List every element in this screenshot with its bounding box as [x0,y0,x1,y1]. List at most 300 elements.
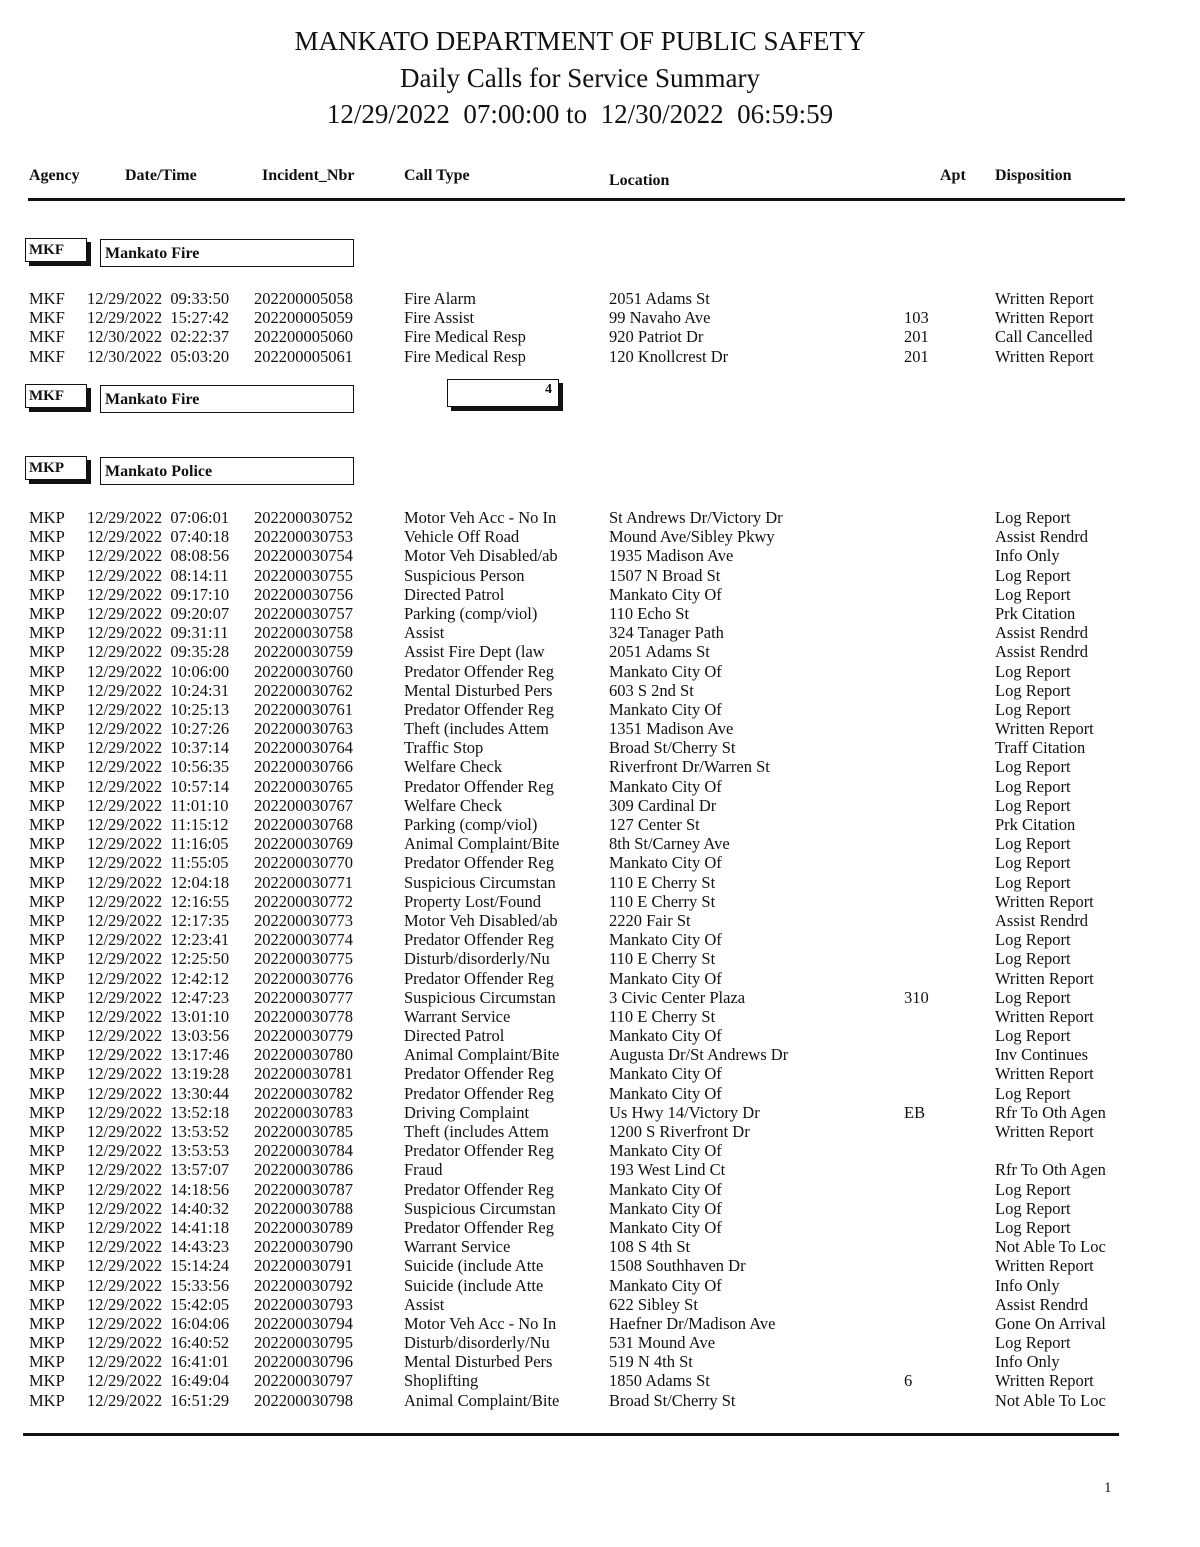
location-cell: Riverfront Dr/Warren St [609,757,770,777]
calltype-cell: Suspicious Circumstan [404,872,556,892]
agency-cell: MKP [29,1198,65,1218]
datetime-cell: 12/29/2022 12:17:35 [87,910,230,930]
datetime-cell: 12/29/2022 12:47:23 [87,987,230,1007]
location-cell: Mankato City Of [609,661,722,681]
incident-cell: 202200005061 [254,346,353,366]
datetime-cell: 12/29/2022 09:35:28 [87,642,230,662]
table-row [0,1333,1160,1352]
disposition-cell: Written Report [995,1256,1094,1276]
agency-cell: MKP [29,968,65,988]
datetime-cell: 12/29/2022 16:49:04 [87,1371,230,1391]
incident-cell: 202200030779 [254,1026,353,1046]
table-row [0,1218,1160,1237]
incident-cell: 202200030777 [254,987,353,1007]
datetime-cell: 12/29/2022 16:51:29 [87,1390,230,1410]
fire-rows [0,289,1160,366]
location-cell: 193 West Lind Ct [609,1160,726,1180]
table-row [0,815,1160,834]
agency-cell: MKP [29,1179,65,1199]
disposition-cell: Log Report [995,795,1071,815]
calltype-cell: Predator Offender Reg [404,1217,554,1237]
disposition-cell: Log Report [995,776,1071,796]
police-rows [0,508,1160,1410]
table-row [0,1122,1160,1141]
datetime-cell: 12/29/2022 15:27:42 [87,308,230,328]
incident-cell: 202200030778 [254,1006,353,1026]
agency-cell: MKP [29,527,65,547]
disposition-cell: Log Report [995,757,1071,777]
incident-cell: 202200030756 [254,584,353,604]
calltype-cell: Suicide (include Atte [404,1256,544,1276]
agency-cell: MKP [29,1371,65,1391]
table-row [0,777,1160,796]
incident-cell: 202200030784 [254,1141,353,1161]
datetime-cell: 12/29/2022 14:41:18 [87,1217,230,1237]
datetime-cell: 12/29/2022 13:30:44 [87,1083,230,1103]
incident-cell: 202200030766 [254,757,353,777]
incident-cell: 202200005058 [254,289,353,308]
incident-cell: 202200005059 [254,308,353,328]
col-incident: Incident_Nbr [262,167,355,184]
incident-cell: 202200030780 [254,1045,353,1065]
disposition-cell: Log Report [995,1333,1071,1353]
disposition-cell: Written Report [995,289,1094,308]
table-row [0,681,1160,700]
disposition-cell: Assist Rendrd [995,527,1089,547]
disposition-cell: Not Able To Loc [995,1237,1106,1257]
table-row [0,289,1160,308]
datetime-cell: 12/29/2022 09:17:10 [87,584,230,604]
table-row [0,1180,1160,1199]
calltype-cell: Mental Disturbed Pers [404,680,553,700]
table-row [0,546,1160,565]
col-calltype: Call Type [404,167,470,184]
calltype-cell: Predator Offender Reg [404,1141,554,1161]
table-row [0,604,1160,623]
table-row [0,662,1160,681]
incident-cell: 202200030769 [254,834,353,854]
apt-cell: 310 [904,987,929,1007]
agency-cell: MKP [29,699,65,719]
calltype-cell: Animal Complaint/Bite [404,834,560,854]
page-number: 1 [1104,1480,1112,1496]
location-cell: Mound Ave/Sibley Pkwy [609,527,775,547]
datetime-cell: 12/29/2022 16:04:06 [87,1313,230,1333]
datetime-cell: 12/29/2022 08:14:11 [87,565,229,585]
datetime-cell: 12/29/2022 09:31:11 [87,623,229,643]
apt-cell: 6 [904,1371,913,1391]
table-row [0,347,1160,366]
datetime-cell: 12/29/2022 13:03:56 [87,1026,230,1046]
calltype-cell: Vehicle Off Road [404,527,520,547]
agency-cell: MKP [29,757,65,777]
datetime-cell: 12/29/2022 14:43:23 [87,1237,230,1257]
datetime-cell: 12/29/2022 11:01:10 [87,795,229,815]
calltype-cell: Theft (includes Attem [404,719,549,739]
location-cell: 2051 Adams St [609,642,710,662]
calltype-cell: Predator Offender Reg [404,699,554,719]
calltype-cell: Predator Offender Reg [404,776,554,796]
table-row [0,1141,1160,1160]
datetime-cell: 12/29/2022 07:06:01 [87,508,230,527]
incident-cell: 202200030789 [254,1217,353,1237]
datetime-cell: 12/29/2022 15:42:05 [87,1294,230,1314]
calltype-cell: Motor Veh Acc - No In [404,508,557,527]
apt-cell: 103 [904,308,929,328]
apt-cell: EB [904,1102,926,1122]
table-row [0,1314,1160,1333]
calltype-cell: Predator Offender Reg [404,1179,554,1199]
datetime-cell: 12/29/2022 12:25:50 [87,949,230,969]
table-row [0,308,1160,327]
disposition-cell: Info Only [995,1275,1060,1295]
calltype-cell: Predator Offender Reg [404,968,554,988]
agency-cell: MKP [29,603,65,623]
calltype-cell: Predator Offender Reg [404,1083,554,1103]
datetime-cell: 12/29/2022 13:52:18 [87,1102,230,1122]
calltype-cell: Mental Disturbed Pers [404,1352,553,1372]
location-cell: 108 S 4th St [609,1237,691,1257]
incident-cell: 202200030775 [254,949,353,969]
location-cell: 920 Patriot Dr [609,327,704,347]
datetime-cell: 12/29/2022 11:55:05 [87,853,229,873]
datetime-cell: 12/30/2022 02:22:37 [87,327,230,347]
col-agency: Agency [29,167,80,184]
apt-cell: 201 [904,327,929,347]
incident-cell: 202200030757 [254,603,353,623]
location-cell: 1200 S Riverfront Dr [609,1122,750,1141]
location-cell: 110 E Cherry St [609,872,716,892]
location-cell: Mankato City Of [609,776,722,796]
incident-cell: 202200030795 [254,1333,353,1353]
disposition-cell: Log Report [995,834,1071,854]
calltype-cell: Predator Offender Reg [404,853,554,873]
location-cell: Mankato City Of [609,1179,722,1199]
calltype-cell: Assist [404,1294,445,1314]
report-date-range: 12/29/2022 07:00:00 to 12/30/2022 06:59:59 [326,99,834,129]
incident-cell: 202200030758 [254,623,353,643]
agency-cell: MKP [29,680,65,700]
agency-cell: MKP [29,853,65,873]
calltype-cell: Warrant Service [404,1237,511,1257]
disposition-cell: Written Report [995,719,1094,739]
agency-code-box: MKF [25,384,87,408]
incident-cell: 202200030773 [254,910,353,930]
table-row [0,700,1160,719]
incident-cell: 202200030793 [254,1294,353,1314]
agency-cell: MKP [29,891,65,911]
incident-cell: 202200030764 [254,738,353,758]
incident-cell: 202200030790 [254,1237,353,1257]
datetime-cell: 12/29/2022 13:01:10 [87,1006,230,1026]
agency-code-box: MKP [25,456,87,480]
agency-cell: MKP [29,795,65,815]
table-row [0,585,1160,604]
location-cell: St Andrews Dr/Victory Dr [609,508,783,527]
location-cell: Mankato City Of [609,930,722,950]
table-row [0,949,1160,968]
disposition-cell: Not Able To Loc [995,1390,1106,1410]
location-cell: Mankato City Of [609,1275,722,1295]
apt-cell: 201 [904,346,929,366]
table-row [0,1276,1160,1295]
datetime-cell: 12/29/2022 10:24:31 [87,680,230,700]
agency-cell: MKP [29,623,65,643]
location-cell: 531 Mound Ave [609,1333,716,1353]
calltype-cell: Motor Veh Disabled/ab [404,546,558,566]
datetime-cell: 12/29/2022 09:33:50 [87,289,230,308]
incident-cell: 202200030797 [254,1371,353,1391]
incident-cell: 202200030798 [254,1390,353,1410]
calltype-cell: Disturb/disorderly/Nu [404,1333,550,1353]
datetime-cell: 12/29/2022 13:57:07 [87,1160,230,1180]
disposition-cell: Log Report [995,661,1071,681]
datetime-cell: 12/29/2022 09:20:07 [87,603,230,623]
agency-code-box: MKF [25,238,87,262]
table-row [0,1352,1160,1371]
calltype-cell: Property Lost/Found [404,891,542,911]
location-cell: Mankato City Of [609,1026,722,1046]
datetime-cell: 12/29/2022 10:57:14 [87,776,230,796]
location-cell: 324 Tanager Path [609,623,724,643]
calltype-cell: Fire Medical Resp [404,346,526,366]
incident-cell: 202200030760 [254,661,353,681]
table-row [0,642,1160,661]
table-row [0,1045,1160,1064]
header-rule [28,198,1125,201]
agency-cell: MKP [29,1083,65,1103]
calltype-cell: Warrant Service [404,1006,511,1026]
incident-cell: 202200030788 [254,1198,353,1218]
disposition-cell: Written Report [995,1371,1094,1391]
report-org-title: MANKATO DEPARTMENT OF PUBLIC SAFETY [294,26,866,56]
agency-cell: MKP [29,642,65,662]
datetime-cell: 12/29/2022 15:14:24 [87,1256,230,1276]
agency-cell: MKP [29,910,65,930]
footer-rule [23,1433,1119,1436]
datetime-cell: 12/29/2022 11:16:05 [87,834,229,854]
datetime-cell: 12/29/2022 12:04:18 [87,872,230,892]
agency-cell: MKP [29,987,65,1007]
agency-name-box: Mankato Fire [100,239,354,267]
table-row [0,623,1160,642]
agency-cell: MKP [29,834,65,854]
calltype-cell: Fraud [404,1160,443,1180]
agency-cell: MKP [29,1275,65,1295]
location-cell: Mankato City Of [609,699,722,719]
incident-cell: 202200030752 [254,508,353,527]
datetime-cell: 12/29/2022 12:16:55 [87,891,230,911]
calltype-cell: Animal Complaint/Bite [404,1045,560,1065]
location-cell: Mankato City Of [609,1141,722,1161]
calltype-cell: Assist Fire Dept (law [404,642,545,662]
incident-cell: 202200030783 [254,1102,353,1122]
table-row [0,988,1160,1007]
col-location: Location [609,172,670,189]
location-cell: 3 Civic Center Plaza [609,987,746,1007]
location-cell: 1508 Southhaven Dr [609,1256,746,1276]
location-cell: 120 Knollcrest Dr [609,346,729,366]
incident-cell: 202200030782 [254,1083,353,1103]
agency-name-box: Mankato Fire [100,385,354,413]
incident-cell: 202200030763 [254,719,353,739]
table-row [0,1237,1160,1256]
location-cell: 127 Center St [609,815,700,834]
calltype-cell: Fire Medical Resp [404,327,526,347]
incident-cell: 202200030774 [254,930,353,950]
incident-cell: 202200030762 [254,680,353,700]
agency-cell: MKF [29,346,65,366]
datetime-cell: 12/29/2022 14:40:32 [87,1198,230,1218]
datetime-cell: 12/29/2022 10:25:13 [87,699,230,719]
disposition-cell: Assist Rendrd [995,623,1089,643]
agency-cell: MKP [29,508,65,527]
agency-cell: MKF [29,327,65,347]
disposition-cell: Log Report [995,949,1071,969]
disposition-cell: Written Report [995,1006,1094,1026]
disposition-cell: Assist Rendrd [995,642,1089,662]
table-row [0,508,1160,527]
table-row [0,969,1160,988]
incident-cell: 202200030794 [254,1313,353,1333]
calltype-cell: Predator Offender Reg [404,1064,554,1084]
disposition-cell: Rfr To Oth Agen [995,1102,1106,1122]
datetime-cell: 12/29/2022 08:08:56 [87,546,230,566]
datetime-cell: 12/29/2022 13:17:46 [87,1045,230,1065]
datetime-cell: 12/29/2022 10:37:14 [87,738,230,758]
calltype-cell: Welfare Check [404,795,503,815]
disposition-cell: Written Report [995,1064,1094,1084]
agency-name-box: Mankato Police [100,457,354,485]
incident-cell: 202200030792 [254,1275,353,1295]
agency-cell: MKP [29,930,65,950]
disposition-cell: Log Report [995,584,1071,604]
location-cell: 110 Echo St [609,603,690,623]
calltype-cell: Directed Patrol [404,584,505,604]
agency-cell: MKP [29,1313,65,1333]
location-cell: Mankato City Of [609,584,722,604]
calltype-cell: Fire Assist [404,308,475,328]
agency-cell: MKP [29,1141,65,1161]
agency-cell: MKP [29,1352,65,1372]
table-row [0,1160,1160,1179]
calltype-cell: Traffic Stop [404,738,484,758]
incident-cell: 202200030771 [254,872,353,892]
disposition-cell: Gone On Arrival [995,1313,1106,1333]
agency-cell: MKP [29,584,65,604]
location-cell: 2051 Adams St [609,289,710,308]
datetime-cell: 12/29/2022 15:33:56 [87,1275,230,1295]
calltype-cell: Suspicious Circumstan [404,1198,556,1218]
location-cell: 8th St/Carney Ave [609,834,730,854]
calltype-cell: Parking (comp/viol) [404,815,538,834]
incident-cell: 202200030796 [254,1352,353,1372]
calltype-cell: Assist [404,623,445,643]
incident-cell: 202200030753 [254,527,353,547]
location-cell: 110 E Cherry St [609,1006,716,1026]
disposition-cell: Prk Citation [995,815,1076,834]
location-cell: Mankato City Of [609,1198,722,1218]
disposition-cell: Log Report [995,987,1071,1007]
datetime-cell: 12/29/2022 13:19:28 [87,1064,230,1084]
table-row [0,527,1160,546]
incident-cell: 202200030767 [254,795,353,815]
calltype-cell: Parking (comp/viol) [404,603,538,623]
calltype-cell: Animal Complaint/Bite [404,1390,560,1410]
agency-cell: MKP [29,949,65,969]
calltype-cell: Fire Alarm [404,289,476,308]
location-cell: Mankato City Of [609,1217,722,1237]
agency-cell: MKP [29,1026,65,1046]
agency-cell: MKP [29,1160,65,1180]
datetime-cell: 12/29/2022 13:53:52 [87,1122,230,1141]
disposition-cell: Log Report [995,1198,1071,1218]
location-cell: 1935 Madison Ave [609,546,734,566]
location-cell: Haefner Dr/Madison Ave [609,1313,776,1333]
location-cell: Broad St/Cherry St [609,738,736,758]
location-cell: 2220 Fair St [609,910,691,930]
location-cell: Broad St/Cherry St [609,1390,736,1410]
agency-cell: MKP [29,1390,65,1410]
report-name: Daily Calls for Service Summary [400,63,760,93]
location-cell: 1850 Adams St [609,1371,710,1391]
table-row [0,834,1160,853]
table-row [0,1256,1160,1275]
location-cell: 110 E Cherry St [609,891,716,911]
calltype-cell: Motor Veh Acc - No In [404,1313,557,1333]
location-cell: Mankato City Of [609,1083,722,1103]
location-cell: 622 Sibley St [609,1294,698,1314]
disposition-cell: Written Report [995,968,1094,988]
location-cell: 1507 N Broad St [609,565,721,585]
table-row [0,1295,1160,1314]
incident-cell: 202200030770 [254,853,353,873]
agency-cell: MKP [29,546,65,566]
table-row [0,719,1160,738]
datetime-cell: 12/29/2022 07:40:18 [87,527,230,547]
incident-cell: 202200030765 [254,776,353,796]
disposition-cell: Prk Citation [995,603,1076,623]
location-cell: Us Hwy 14/Victory Dr [609,1102,760,1122]
table-row [0,757,1160,776]
location-cell: 309 Cardinal Dr [609,795,717,815]
table-row [0,566,1160,585]
agency-cell: MKF [29,289,65,308]
col-disposition: Disposition [995,167,1072,184]
datetime-cell: 12/29/2022 10:56:35 [87,757,230,777]
table-row [0,873,1160,892]
location-cell: Mankato City Of [609,968,722,988]
col-apt: Apt [940,167,966,184]
calltype-cell: Predator Offender Reg [404,930,554,950]
incident-cell: 202200030772 [254,891,353,911]
disposition-cell: Info Only [995,1352,1060,1372]
table-row [0,1199,1160,1218]
agency-cell: MKP [29,1045,65,1065]
disposition-cell: Log Report [995,1026,1071,1046]
incident-cell: 202200030787 [254,1179,353,1199]
datetime-cell: 12/29/2022 10:06:00 [87,661,230,681]
calltype-cell: Suspicious Person [404,565,525,585]
agency-cell: MKP [29,1294,65,1314]
table-row [0,1084,1160,1103]
location-cell: Augusta Dr/St Andrews Dr [609,1045,789,1065]
calltype-cell: Theft (includes Attem [404,1122,549,1141]
disposition-cell: Log Report [995,565,1071,585]
table-row [0,796,1160,815]
agency-cell: MKP [29,872,65,892]
incident-cell: 202200030786 [254,1160,353,1180]
